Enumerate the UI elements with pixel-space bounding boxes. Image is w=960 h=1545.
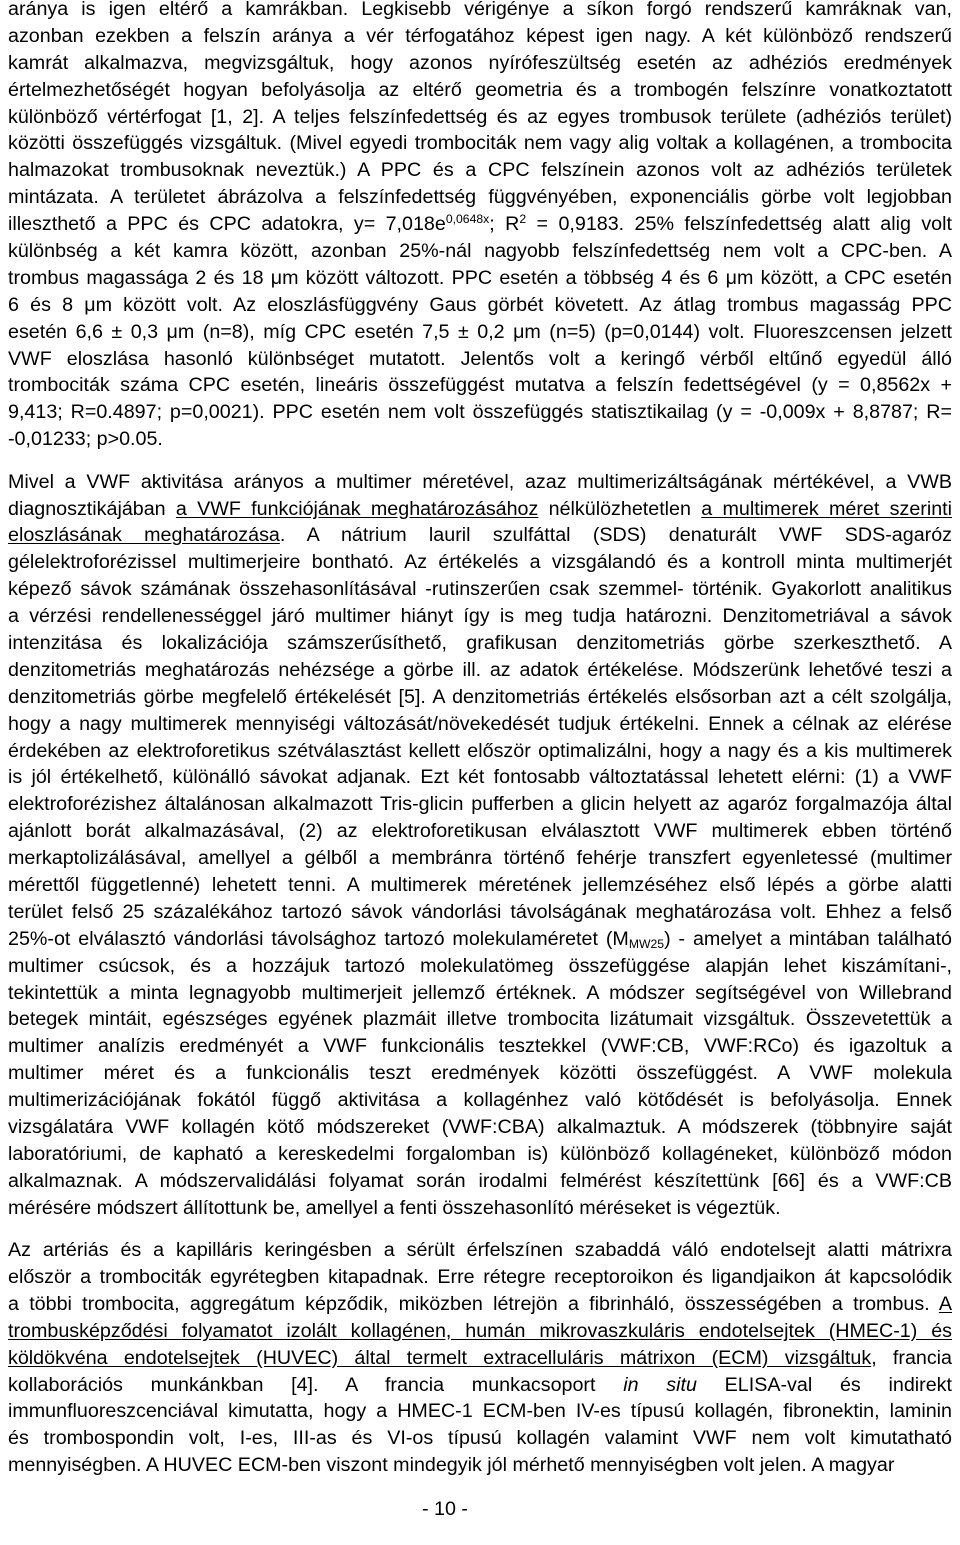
text-line: azonban ezekben a felszín aránya a vér térfogatához képest igen nagy. A két különböző rendszerű xyxy=(8,24,952,47)
text-line: mennyiségben. A HUVEC ECM-ben viszont mindegyik jól mérhető mennyiségben volt jelen. A magyar xyxy=(8,1454,895,1477)
text-segment: nélkülözhetetlen xyxy=(538,497,702,520)
text-segment: ELISA-val és indirekt xyxy=(696,1373,952,1396)
text-segment: 25%-ot elválasztó vándorlási távolsághoz tartozó molekulaméretet (M xyxy=(8,927,629,950)
text-line: Mivel a VWF aktivitása arányos a multimer méretével, azaz multimerizáltságának mértékével, a VWB xyxy=(8,470,952,493)
italic-text: in situ xyxy=(623,1373,697,1396)
text-segment: , francia xyxy=(871,1346,952,1369)
text-line: gélelektroforézissel multimerjeire bontható. Az értékelés a vizsgálandó és a kontroll minta multimerjét xyxy=(8,551,952,574)
text-line: -0,01233; p>0.05. xyxy=(8,428,163,451)
text-line: merkaptolizálásával, amellyel a gélből a membránra történő fehérje transzfert egyenletessé (multimer xyxy=(8,847,952,870)
text-line: betegek mintáit, egészséges egyének plazmáit illetve trombocita lizátumait vizsgáltuk. Összevetettük a xyxy=(8,1008,952,1031)
superscript: 0,0648x xyxy=(445,212,490,227)
text-line: multimer méret és a funkcionális teszt eredmények közötti összefüggést. A VWF molekula xyxy=(8,1062,952,1085)
text-line: értelmezhetőségét hogyan befolyásolja az eltérő geometria és a trombogén felszínre vonatkoztatott xyxy=(8,78,952,101)
text-line: laboratóriumi, de kapható a kereskedelmi forgalomban is) különböző kollagéneket, különböző módon xyxy=(8,1142,952,1165)
underlined-text: eloszlásának meghatározása xyxy=(8,524,280,547)
text-line: különböző vértérfogat [1, 2]. A teljes felszínfedettség és az egyes trombusok területe (adhéziós terület) xyxy=(8,105,952,128)
text-line: VWF eloszlása hasonló különbséget mutatott. Jelentős volt a keringő vérből eltűnő egyedül álló xyxy=(8,347,952,370)
paragraph xyxy=(8,469,952,1222)
text-line xyxy=(8,1372,952,1399)
text-line xyxy=(8,211,952,238)
text-line: mérésére módszert állítottunk be, amellyel a fenti összehasonlító méréseket is végeztük. xyxy=(8,1196,781,1219)
text-line: és trombospondin volt, I-es, III-as és VI-os típusú kollagén valamint VWF nem volt kimutatható xyxy=(8,1427,952,1450)
text-line xyxy=(8,496,952,523)
document-body xyxy=(8,0,952,1479)
text-line: trombus magassága 2 és 18 μm között változott. PPC esetén a többség 4 és 6 μm között, a CPC esetén xyxy=(8,266,952,289)
text-segment: a többi trombocita, aggregátum képződik, miközben létrejön a fibrinháló, összességében a trombus. xyxy=(8,1292,939,1315)
text-line: alkalmaznak. A módszervalidálási folyamat során irodalmi felmérést készítettünk [66] és a VWF:CB xyxy=(8,1169,952,1192)
text-line: aránya is igen eltérő a kamrákban. Legkisebb vérigénye a síkon forgó rendszerű kamráknak van, xyxy=(8,0,952,20)
underlined-text: A xyxy=(938,1292,952,1315)
text-line: mintázata. A területet ábrázolva a felszínfedettség függvényében, exponenciális görbe volt legjobban xyxy=(8,186,952,209)
text-line: 6 és 8 μm között volt. Az eloszlásfüggvény Gaus görbét követett. Az átlag trombus magasság PPC xyxy=(8,293,952,316)
text-segment: ) - amelyet a mintában található xyxy=(664,927,952,950)
text-segment: kollaborációs munkánkban [4]. A francia munkacsoport xyxy=(8,1373,624,1396)
text-line xyxy=(8,926,952,953)
text-line: különbség a két kamra között, azonban 25%-nál nagyobb felszínfedettség nem volt a CPC-ben. A xyxy=(8,240,952,263)
text-line xyxy=(8,522,952,549)
text-line: terület felső 25 százalékához tartozó sávok vándorlási távolságának meghatározása volt. Ehhez a felső xyxy=(8,900,952,923)
text-line xyxy=(8,1291,952,1318)
text-segment: ; R xyxy=(489,213,520,236)
text-segment: = 0,9183. 25% felszínfedettség alatt alig volt xyxy=(526,213,952,236)
text-line: multimerizációjának fokától függő aktivitása a kollagénhez való kötődését is befolyásolja. Ennek xyxy=(8,1089,952,1112)
text-line: kamrát alkalmazva, megvizsgáltuk, hogy azonos nyírófeszültség esetén az adhéziós eredmények xyxy=(8,51,952,74)
paragraph xyxy=(8,0,952,453)
subscript: MW25 xyxy=(628,937,665,952)
text-line: is jól értékelhető, különálló sávokat adjanak. Ezt két fontosabb változtatással lehetett elérni: (1) a VWF xyxy=(8,766,952,789)
text-line: vizsgálatára VWF kollagén kötő módszereket (VWF:CBA) alkalmaztuk. A módszerek (többnyire saját xyxy=(8,1116,952,1139)
text-segment: illeszthető a PPC és CPC adatokra, y= 7,018e xyxy=(8,213,446,236)
text-line: multimer csúcsok, és a hozzájuk tartozó molekulatömeg összefüggése alapján lehet kiszámítani-, xyxy=(8,954,952,977)
text-line: közötti összefüggés vizsgáltuk. (Mivel egyedi trombociták nem vagy alig voltak a kollagénen, a trombocita xyxy=(8,132,952,155)
text-line: képező sávok számának összehasonlításával -rutinszerűen csak szemmel- történik. Gyakorlott analitikus xyxy=(8,578,952,601)
text-line: először a trombociták egyrétegben kitapadnak. Erre rétegre receptoroikon és ligandjaikon át kapcsolódik xyxy=(8,1265,952,1288)
text-line: Az artériás és a kapilláris keringésben a sérült érfelszínen szabaddá váló endotelsejt alatti mátrixra xyxy=(8,1239,952,1262)
paragraph xyxy=(8,1237,952,1479)
text-line: ajánlott borát alkalmazásával, (2) az elektroforetikusan elválasztott VWF multimerek ebben történő xyxy=(8,820,952,843)
underlined-text: trombusképződési folyamatot izolált kollagénen, humán mikrovaszkuláris endotelsejtek (HMEC-1) és xyxy=(8,1319,952,1342)
underlined-text: a VWF funkciójának meghatározásához xyxy=(175,497,539,520)
text-line xyxy=(8,1345,952,1372)
text-line: halmazokat trombusoknak neveztük.) A PPC és a CPC felszínein azonos volt az adhéziós területek xyxy=(8,159,952,182)
underlined-text: a multimerek méret szerinti xyxy=(701,497,952,520)
text-line: trombociták száma CPC esetén, lineáris összefüggést mutatva a felszín fedettségével (y = 0,8562x + xyxy=(8,374,952,397)
text-line: elektroforézishez általánosan alkalmazott Tris-glicin pufferben a glicin helyett az agaróz forgalmazója által xyxy=(8,793,952,816)
text-line: 9,413; R=0.4897; p=0,0021). PPC esetén nem volt összefüggés statisztikailag (y = -0,009x + 8,8787; R= xyxy=(8,401,952,424)
page-number: - 10 - xyxy=(422,1498,468,1520)
superscript: 2 xyxy=(519,212,527,227)
text-line: denzitometriás görbe megfelelő értékelését [5]. A denzitometriás értékelés elsősorban azt a célt szolgálja, xyxy=(8,685,952,708)
text-line: mérettől függetlenné) lehetett tenni. A multimerek méretének jellemzéséhez első lépés a görbe alatti xyxy=(8,874,952,896)
text-line: a vérzési rendellenességgel járó multimer hiányt így is meg tudja határozni. Denzitometriával a sávok xyxy=(8,605,952,628)
text-line: hogy a nagy multimerek mennyiségi változását/növekedését tudjuk értékelni. Ennek a célnak az elérése xyxy=(8,712,952,735)
underlined-text: köldökvéna endotelsejtek (HUVEC) által termelt extracelluláris mátrixon (ECM) vizsgáltuk xyxy=(8,1346,872,1369)
text-line: intenzitása és lokalizációja számszerűsíthető, grafikusan denzitometriás görbe szerkeszthető. A xyxy=(8,631,952,654)
text-segment: diagnosztikájában xyxy=(8,497,176,520)
text-line: esetén 6,6 ± 0,3 μm (n=8), míg CPC esetén 7,5 ± 0,2 μm (n=5) (p=0,0144) volt. Fluoreszcensen jelzett xyxy=(8,320,952,343)
text-line: immunfluoreszcenciával kimutatta, hogy a HMEC-1 ECM-ben IV-es típusú kollagén, fibronektin, laminin xyxy=(8,1400,952,1423)
text-line: tekintettük a minta legnagyobb multimerjeit jellemző értéknek. A módszer segítségével von Willebrand xyxy=(8,981,952,1004)
text-line xyxy=(8,1318,952,1345)
text-line: érdekében az elektroforetikus szétválasztást kellett először optimalizálni, hogy a nagy és a kis multimerek xyxy=(8,739,952,762)
text-line: denzitometriás meghatározás nehézsége a görbe ill. az adatok értékelése. Módszerünk lehetővé teszi a xyxy=(8,658,952,681)
text-line: multimer analízis eredményét a VWF funkcionális tesztekkel (VWF:CB, VWF:RCo) és igazoltuk a xyxy=(8,1035,952,1058)
text-segment: . A nátrium lauril szulfáttal (SDS) denaturált VWF SDS-agaróz xyxy=(279,524,952,547)
